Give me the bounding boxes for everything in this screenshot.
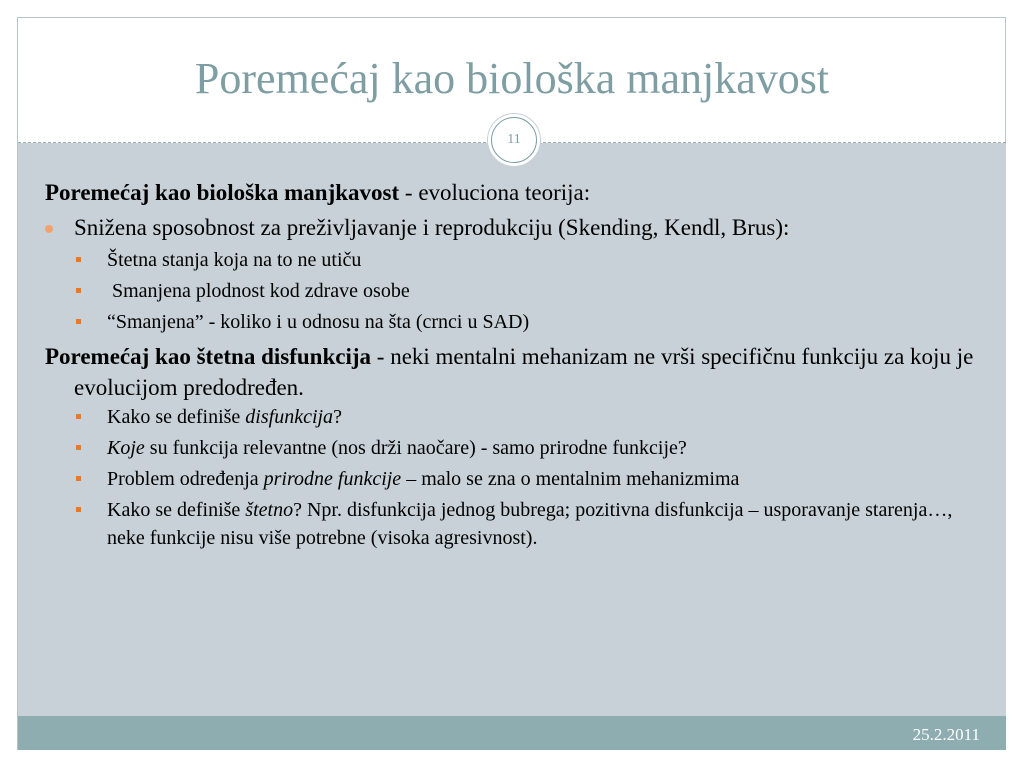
square-bullet-icon: [76, 257, 81, 262]
slide-number: 11: [491, 117, 537, 163]
sub-bullet: Štetna stanja koja na to ne utiču: [45, 246, 980, 274]
slide-title: Poremećaj kao biološka manjkavost: [194, 54, 830, 103]
square-bullet-icon: [76, 319, 81, 324]
square-bullet-icon: [76, 288, 81, 293]
sub-bullet: Kako se definiše disfunkcija?: [45, 403, 980, 431]
square-bullet-icon: [76, 414, 81, 419]
heading-biological: Poremećaj kao biološka manjkavost - evoluciona teorija:: [45, 180, 591, 205]
square-bullet-icon: [76, 476, 81, 481]
heading-dysfunction: Poremećaj kao štetna disfunkcija - neki mentalni mehanizam ne vrši specifičnu funkciju za koju je evolucijom predodređen.: [45, 344, 974, 400]
square-bullet-icon: [76, 507, 81, 512]
sub-bullet: Problem određenja prirodne funkcije – malo se zna o mentalnim mehanizmima: [45, 465, 980, 493]
sub-bullet: Smanjena plodnost kod zdrave osobe: [45, 277, 980, 305]
sub-bullet: “Smanjena” - koliko i u odnosu na šta (crnci u SAD): [45, 308, 980, 336]
slide-body: [45, 178, 980, 555]
sub-bullet: Koje su funkcija relevantne (nos drži naočare) - samo prirodne funkcije?: [45, 434, 980, 462]
square-bullet-icon: [76, 445, 81, 450]
round-bullet-icon: [45, 225, 53, 233]
footer-bar: [18, 716, 1006, 750]
sub-bullet: Kako se definiše štetno? Npr. disfunkcija jednog bubrega; pozitivna disfunkcija – usporavanje starenja…, neke funkcije nisu više potrebne (visoka agresivnost).: [45, 496, 980, 552]
slide-date: 25.2.2011: [912, 725, 980, 744]
bullet-survival: Snižena sposobnost za preživljavanje i reprodukciju (Skending, Kendl, Brus):: [45, 213, 980, 242]
